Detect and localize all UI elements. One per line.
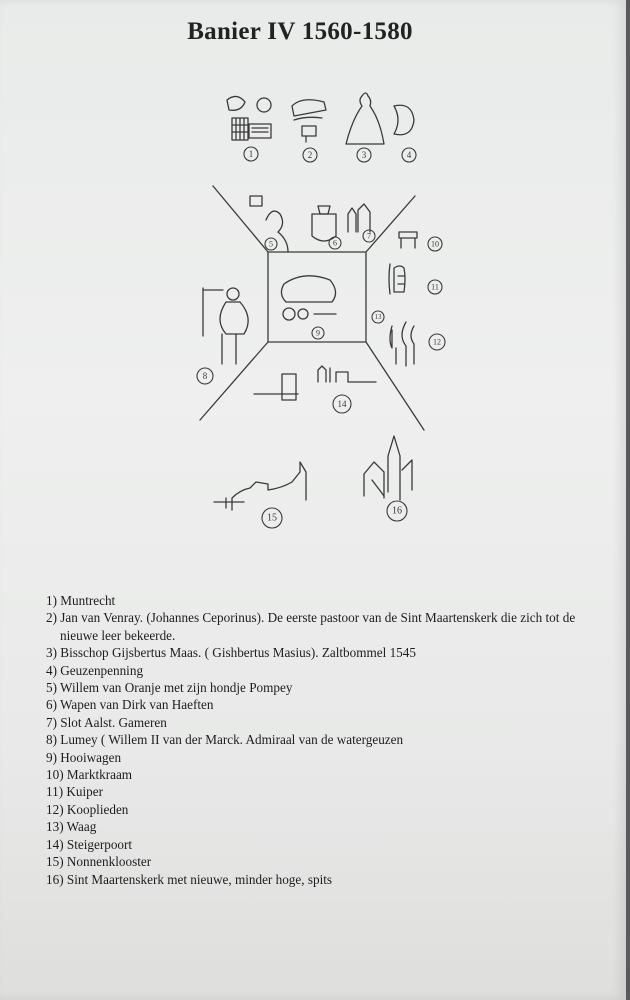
marker-1: 1 — [248, 149, 254, 159]
sketch-6-wapen — [312, 206, 336, 241]
marker-9: 9 — [316, 328, 320, 338]
legend-list — [46, 592, 606, 888]
sketch-2-venray — [292, 100, 326, 142]
legend-item: 5) Willem van Oranje met zijn hondje Pompey — [46, 680, 293, 696]
sketch-4-geuzenpenning — [394, 105, 414, 134]
marker-7: 7 — [367, 231, 371, 241]
legend-item: 8) Lumey ( Willem II van der Marck. Admiraal van de watergeuzen — [46, 732, 404, 748]
marker-16: 16 — [392, 505, 402, 517]
sketch-1-muntrecht — [227, 96, 271, 140]
sketch-9-hooiwagen — [281, 276, 336, 320]
legend-item: 16) Sint Maartenskerk met nieuwe, minder hoge, spits — [46, 871, 333, 887]
sketch-16-sint-maartenskerk — [364, 436, 412, 500]
legend-item: 6) Wapen van Dirk van Haeften — [46, 697, 214, 713]
marker-15: 15 — [267, 512, 277, 524]
legend-item: 2) Jan van Venray. (Johannes Ceporinus). De eerste pastoor van de Sint Maartenskerk die zich tot de nieuwe leer bekeerde. — [46, 610, 576, 643]
marker-14: 14 — [337, 399, 347, 409]
legend-item: 12) Kooplieden — [46, 801, 129, 817]
legend-item: 15) Nonnenklooster — [46, 854, 152, 870]
sketch-15-nonnenklooster — [214, 462, 306, 510]
page-title: Banier IV 1560-1580 — [187, 18, 413, 45]
sketch-14-steigerpoort — [254, 366, 376, 400]
marker-11: 11 — [431, 282, 439, 292]
sketch-8-lumey — [203, 288, 248, 364]
marker-5: 5 — [269, 239, 273, 249]
sketch-12-kooplieden — [390, 322, 414, 366]
marker-8: 8 — [202, 371, 208, 381]
legend-item: 10) Marktkraam — [46, 767, 133, 783]
legend-item: 11) Kuiper — [46, 784, 104, 800]
legend-item: 14) Steigerpoort — [46, 836, 133, 852]
legend-item: 1) Muntrecht — [46, 593, 116, 608]
marker-2: 2 — [307, 150, 313, 160]
sketch-7-slot — [348, 204, 370, 232]
legend-item: 3) Bisschop Gijsbertus Maas. ( Gishbertus Masius). Zaltbommel 1545 — [46, 645, 416, 661]
sketch-10-marktkraam — [399, 232, 417, 248]
marker-12: 12 — [433, 337, 441, 347]
legend-item: 7) Slot Aalst. Gameren — [46, 714, 167, 730]
marker-10: 10 — [431, 239, 439, 249]
legend-item: 4) Geuzenpenning — [46, 662, 144, 678]
legend-item: 13) Waag — [46, 819, 97, 835]
marker-6: 6 — [333, 238, 337, 248]
marker-4: 4 — [406, 150, 412, 160]
sketch-11-kuiper — [389, 264, 405, 294]
marker-13: 13 — [374, 313, 382, 321]
legend-item: 9) Hooiwagen — [46, 749, 122, 765]
sketch-3-bisschop — [346, 93, 384, 144]
marker-3: 3 — [361, 150, 367, 160]
